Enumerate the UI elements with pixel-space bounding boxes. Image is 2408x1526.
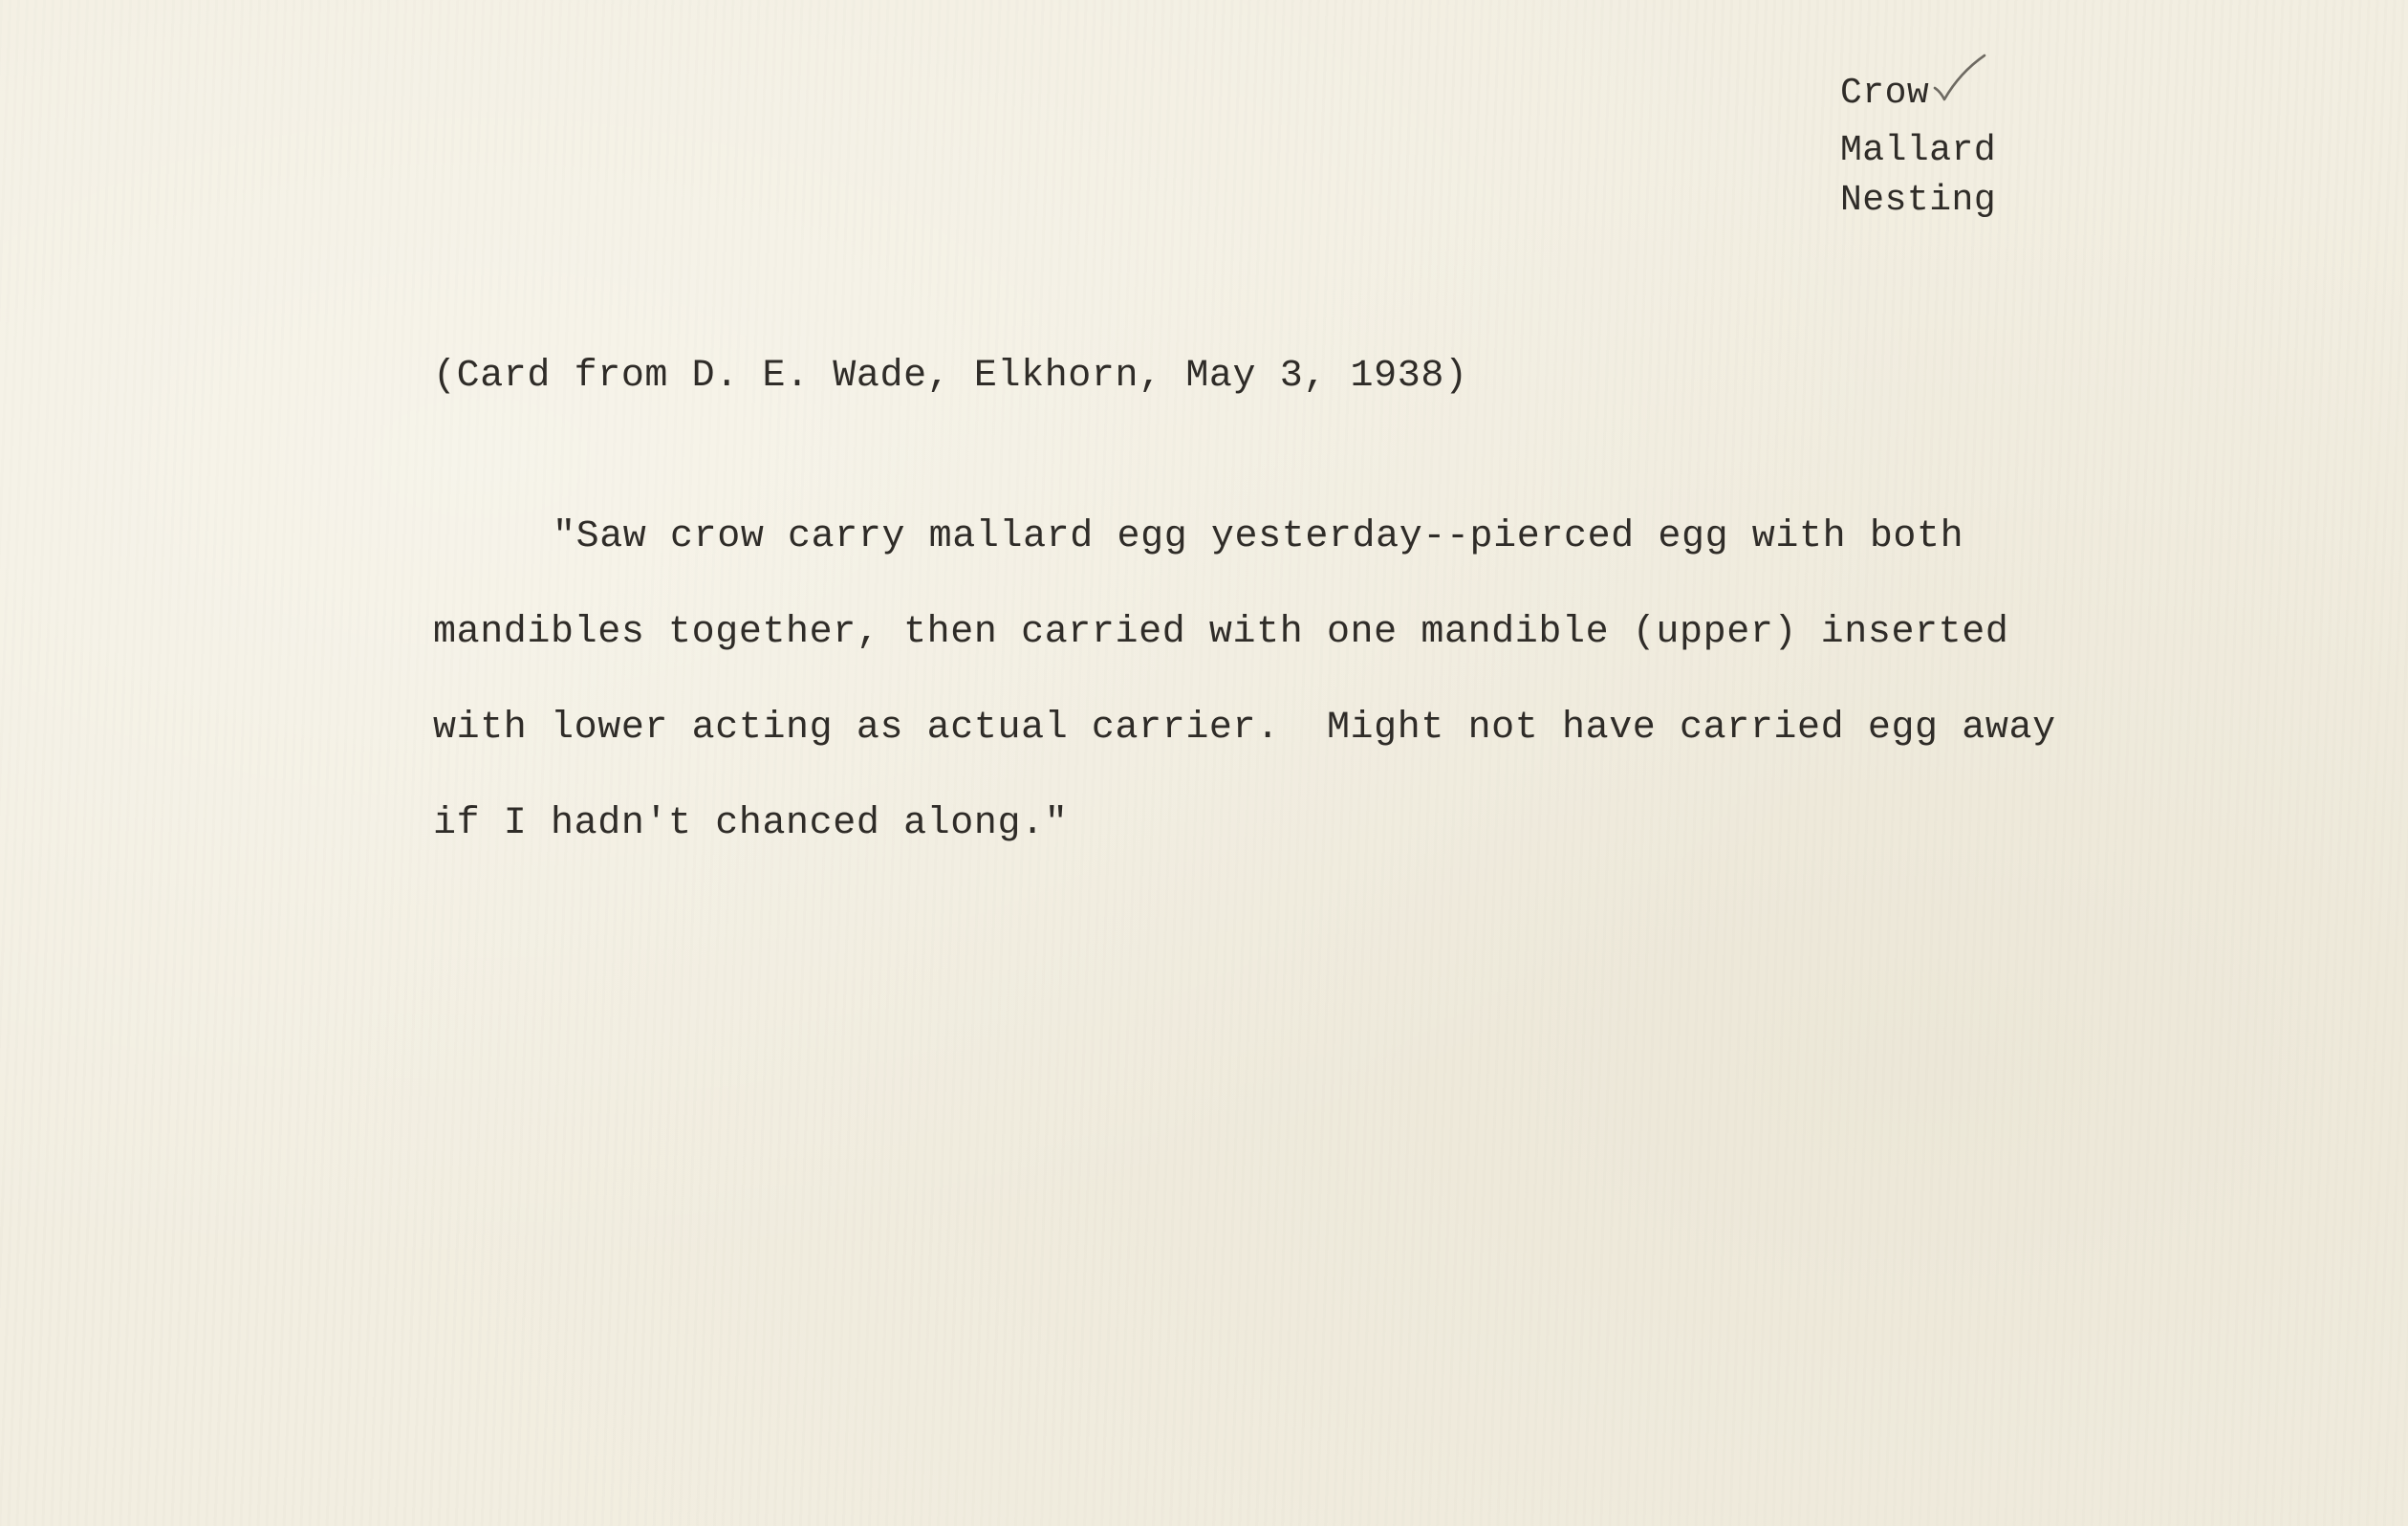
- quote-line: "Saw crow carry mallard egg yesterday--pierced egg with both: [553, 515, 1964, 558]
- tag-mallard: Mallard: [1840, 130, 1997, 171]
- quote-line: if I hadn't chanced along.": [433, 802, 1069, 845]
- tag-crow: [1840, 69, 1996, 126]
- quote-line: with lower acting as actual carrier. Might not have carried egg away: [433, 707, 2056, 750]
- tag-nesting: Nesting: [1840, 180, 1997, 221]
- tag-crow-label: Crow: [1840, 73, 1930, 114]
- source-citation: (Card from D. E. Wade, Elkhorn, May 3, 1938): [433, 355, 1468, 398]
- checkmark-icon: [1931, 52, 1988, 109]
- index-tags: [1840, 69, 1996, 226]
- quote-line: mandibles together, then carried with one mandible (upper) inserted: [433, 611, 2009, 654]
- quote-paragraph: [433, 490, 2154, 872]
